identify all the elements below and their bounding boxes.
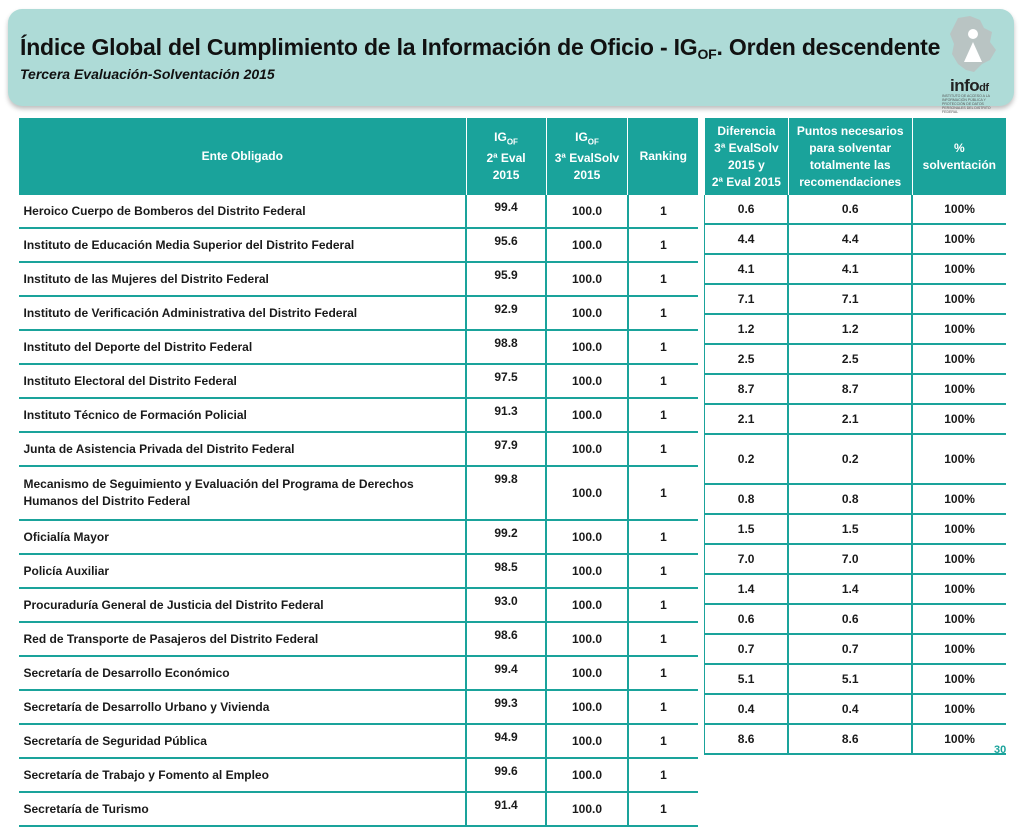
table-row <box>705 634 1007 664</box>
column-header-ig-2a-eval: $IG_{OF}$ 2ª Eval 2015 <box>466 118 546 195</box>
city-map-icon <box>940 14 1006 76</box>
cell-ig-2a-eval: 95.9 <box>466 262 546 296</box>
cell-ente: Instituto de Verificación Administrativa del Distrito Federal <box>19 296 467 330</box>
cell-puntos-necesarios: 1.5 <box>788 514 912 544</box>
cell-diferencia: 1.5 <box>705 514 789 544</box>
table-header-row <box>705 118 1007 195</box>
cell-ig-2a-eval: 97.5 <box>466 364 546 398</box>
column-header-ig-3a-evalsolv: $IG_{OF}$ 3ª EvalSolv 2015 <box>546 118 628 195</box>
table-row <box>705 374 1007 404</box>
cell-porcentaje-solventacion: 100% <box>912 224 1006 254</box>
cell-puntos-necesarios: 0.6 <box>788 195 912 224</box>
cell-ig-2a-eval: 98.5 <box>466 554 546 588</box>
cell-ranking: 1 <box>628 520 698 554</box>
cell-ranking: 1 <box>628 296 698 330</box>
cell-ig-3a-evalsolv: 100.0 <box>546 330 628 364</box>
infodf-logo <box>940 14 1006 114</box>
table-row <box>19 758 699 792</box>
table-row <box>705 195 1007 224</box>
cell-ranking: 1 <box>628 724 698 758</box>
table-header-row <box>19 118 699 195</box>
ranking-table-differences <box>704 118 1006 755</box>
cell-ranking: 1 <box>628 466 698 520</box>
cell-ig-3a-evalsolv: 100.0 <box>546 432 628 466</box>
cell-diferencia: 5.1 <box>705 664 789 694</box>
cell-ente: Secretaría de Turismo <box>19 792 467 826</box>
cell-ig-2a-eval: 99.3 <box>466 690 546 724</box>
table-row <box>705 544 1007 574</box>
cell-ente: Instituto de las Mujeres del Distrito Federal <box>19 262 467 296</box>
cell-puntos-necesarios: 5.1 <box>788 664 912 694</box>
cell-ente: Red de Transporte de Pasajeros del Distrito Federal <box>19 622 467 656</box>
cell-ranking: 1 <box>628 330 698 364</box>
cell-ente: Policía Auxiliar <box>19 554 467 588</box>
cell-ente: Junta de Asistencia Privada del Distrito Federal <box>19 432 467 466</box>
cell-diferencia: 0.6 <box>705 195 789 224</box>
table-row <box>705 484 1007 514</box>
cell-porcentaje-solventacion: 100% <box>912 634 1006 664</box>
cell-ranking: 1 <box>628 432 698 466</box>
cell-diferencia: 8.6 <box>705 724 789 754</box>
cell-ig-3a-evalsolv: 100.0 <box>546 554 628 588</box>
ranking-table-main <box>18 118 698 827</box>
table-row <box>19 262 699 296</box>
cell-diferencia: 8.7 <box>705 374 789 404</box>
table-row <box>19 724 699 758</box>
column-header-porcentaje-solventacion: % solventación <box>912 118 1006 195</box>
cell-ig-3a-evalsolv: 100.0 <box>546 466 628 520</box>
table-row <box>19 520 699 554</box>
table-row <box>705 404 1007 434</box>
cell-diferencia: 1.2 <box>705 314 789 344</box>
cell-ig-2a-eval: 97.9 <box>466 432 546 466</box>
cell-ente: Secretaría de Desarrollo Económico <box>19 656 467 690</box>
cell-ranking: 1 <box>628 195 698 228</box>
cell-puntos-necesarios: 0.6 <box>788 604 912 634</box>
cell-puntos-necesarios: 1.4 <box>788 574 912 604</box>
cell-ig-2a-eval: 95.6 <box>466 228 546 262</box>
cell-ranking: 1 <box>628 228 698 262</box>
cell-porcentaje-solventacion: 100% <box>912 574 1006 604</box>
table-row <box>19 228 699 262</box>
cell-diferencia: 1.4 <box>705 574 789 604</box>
cell-ig-3a-evalsolv: 100.0 <box>546 398 628 432</box>
cell-ranking: 1 <box>628 262 698 296</box>
column-header-ente: Ente Obligado <box>19 118 467 195</box>
table-row <box>19 656 699 690</box>
table-row <box>19 588 699 622</box>
cell-ranking: 1 <box>628 622 698 656</box>
page-subtitle: Tercera Evaluación-Solventación 2015 <box>20 66 275 82</box>
table-row <box>705 514 1007 544</box>
table-row <box>705 284 1007 314</box>
cell-puntos-necesarios: 8.6 <box>788 724 912 754</box>
cell-ig-2a-eval: 94.9 <box>466 724 546 758</box>
cell-diferencia: 0.8 <box>705 484 789 514</box>
table-row <box>705 344 1007 374</box>
cell-ranking: 1 <box>628 758 698 792</box>
cell-porcentaje-solventacion: 100% <box>912 484 1006 514</box>
cell-ente: Oficialía Mayor <box>19 520 467 554</box>
cell-ig-3a-evalsolv: 100.0 <box>546 656 628 690</box>
cell-porcentaje-solventacion: 100% <box>912 604 1006 634</box>
cell-puntos-necesarios: 7.1 <box>788 284 912 314</box>
column-header-puntos-necesarios: Puntos necesarios para solventar totalmente las recomendaciones <box>788 118 912 195</box>
table-row <box>705 254 1007 284</box>
cell-ente: Instituto Técnico de Formación Policial <box>19 398 467 432</box>
cell-ig-2a-eval: 99.2 <box>466 520 546 554</box>
cell-ig-2a-eval: 99.8 <box>466 466 546 520</box>
cell-puntos-necesarios: 0.4 <box>788 694 912 724</box>
cell-diferencia: 0.4 <box>705 694 789 724</box>
table-row <box>705 434 1007 484</box>
table-row <box>19 690 699 724</box>
cell-diferencia: 2.1 <box>705 404 789 434</box>
cell-ig-2a-eval: 93.0 <box>466 588 546 622</box>
cell-ranking: 1 <box>628 656 698 690</box>
cell-ig-3a-evalsolv: 100.0 <box>546 792 628 826</box>
cell-ig-3a-evalsolv: 100.0 <box>546 262 628 296</box>
cell-ig-2a-eval: 98.6 <box>466 622 546 656</box>
logo-wordmark: infodf <box>950 76 989 95</box>
cell-porcentaje-solventacion: 100% <box>912 664 1006 694</box>
cell-ranking: 1 <box>628 792 698 826</box>
cell-puntos-necesarios: 0.2 <box>788 434 912 484</box>
cell-porcentaje-solventacion: 100% <box>912 434 1006 484</box>
cell-ig-3a-evalsolv: 100.0 <box>546 364 628 398</box>
cell-ig-3a-evalsolv: 100.0 <box>546 195 628 228</box>
cell-ig-3a-evalsolv: 100.0 <box>546 690 628 724</box>
cell-porcentaje-solventacion: 100% <box>912 544 1006 574</box>
table-row <box>19 398 699 432</box>
cell-ente: Instituto del Deporte del Distrito Federal <box>19 330 467 364</box>
table-row <box>19 364 699 398</box>
column-header-diferencia: Diferencia 3ª EvalSolv 2015 y 2ª Eval 2015 <box>705 118 789 195</box>
cell-diferencia: 2.5 <box>705 344 789 374</box>
cell-diferencia: 0.2 <box>705 434 789 484</box>
cell-puntos-necesarios: 1.2 <box>788 314 912 344</box>
table-row <box>705 664 1007 694</box>
cell-ig-3a-evalsolv: 100.0 <box>546 520 628 554</box>
cell-ig-3a-evalsolv: 100.0 <box>546 588 628 622</box>
cell-ig-2a-eval: 99.6 <box>466 758 546 792</box>
cell-porcentaje-solventacion: 100% <box>912 724 1006 754</box>
cell-ig-3a-evalsolv: 100.0 <box>546 296 628 330</box>
cell-ente: Secretaría de Desarrollo Urbano y Vivienda <box>19 690 467 724</box>
cell-ente: Secretaría de Trabajo y Fomento al Empleo <box>19 758 467 792</box>
cell-ig-2a-eval: 91.4 <box>466 792 546 826</box>
cell-puntos-necesarios: 8.7 <box>788 374 912 404</box>
logo-caption: INSTITUTO DE ACCESO A LA INFORMACIÓN PÚBLICA Y PROTECCIÓN DE DATOS PERSONALES DEL DISTRITO FEDERAL <box>942 94 991 114</box>
cell-ig-3a-evalsolv: 100.0 <box>546 758 628 792</box>
cell-diferencia: 4.4 <box>705 224 789 254</box>
cell-ranking: 1 <box>628 554 698 588</box>
cell-ente: Heroico Cuerpo de Bomberos del Distrito Federal <box>19 195 467 228</box>
cell-puntos-necesarios: 4.1 <box>788 254 912 284</box>
cell-ig-2a-eval: 92.9 <box>466 296 546 330</box>
table-row <box>19 554 699 588</box>
cell-diferencia: 0.6 <box>705 604 789 634</box>
table-row <box>19 466 699 520</box>
cell-ente: Mecanismo de Seguimiento y Evaluación del Programa de Derechos Humanos del Distrito Federal <box>19 466 467 520</box>
cell-ente: Instituto Electoral del Distrito Federal <box>19 364 467 398</box>
table-row <box>19 622 699 656</box>
table-row <box>705 574 1007 604</box>
table-row <box>19 195 699 228</box>
cell-ranking: 1 <box>628 588 698 622</box>
cell-ente: Secretaría de Seguridad Pública <box>19 724 467 758</box>
cell-puntos-necesarios: 2.1 <box>788 404 912 434</box>
cell-porcentaje-solventacion: 100% <box>912 284 1006 314</box>
cell-ig-3a-evalsolv: 100.0 <box>546 622 628 656</box>
cell-porcentaje-solventacion: 100% <box>912 514 1006 544</box>
cell-ig-2a-eval: 99.4 <box>466 656 546 690</box>
cell-diferencia: 7.1 <box>705 284 789 314</box>
cell-porcentaje-solventacion: 100% <box>912 694 1006 724</box>
cell-puntos-necesarios: 7.0 <box>788 544 912 574</box>
cell-ig-2a-eval: 91.3 <box>466 398 546 432</box>
cell-porcentaje-solventacion: 100% <box>912 404 1006 434</box>
cell-porcentaje-solventacion: 100% <box>912 314 1006 344</box>
table-row <box>705 604 1007 634</box>
cell-diferencia: 7.0 <box>705 544 789 574</box>
page-title: Índice Global del Cumplimiento de la Información de Oficio - $IG_{OF}$. Orden descendente <box>20 34 941 62</box>
cell-porcentaje-solventacion: 100% <box>912 374 1006 404</box>
cell-ranking: 1 <box>628 690 698 724</box>
cell-ranking: 1 <box>628 398 698 432</box>
cell-puntos-necesarios: 2.5 <box>788 344 912 374</box>
cell-diferencia: 0.7 <box>705 634 789 664</box>
cell-ente: Procuraduría General de Justicia del Distrito Federal <box>19 588 467 622</box>
cell-ranking: 1 <box>628 364 698 398</box>
table-row <box>19 432 699 466</box>
cell-puntos-necesarios: 0.7 <box>788 634 912 664</box>
cell-ig-2a-eval: 98.8 <box>466 330 546 364</box>
table-row <box>705 224 1007 254</box>
cell-porcentaje-solventacion: 100% <box>912 254 1006 284</box>
page-number: 30 <box>994 744 1007 756</box>
table-row <box>705 314 1007 344</box>
table-row <box>705 724 1007 754</box>
table-row <box>19 296 699 330</box>
cell-porcentaje-solventacion: 100% <box>912 195 1006 224</box>
cell-porcentaje-solventacion: 100% <box>912 344 1006 374</box>
cell-puntos-necesarios: 0.8 <box>788 484 912 514</box>
cell-ig-2a-eval: 99.4 <box>466 195 546 228</box>
cell-ente: Instituto de Educación Media Superior del Distrito Federal <box>19 228 467 262</box>
cell-diferencia: 4.1 <box>705 254 789 284</box>
table-row <box>19 330 699 364</box>
cell-ig-3a-evalsolv: 100.0 <box>546 228 628 262</box>
table-row <box>19 792 699 826</box>
table-row <box>705 694 1007 724</box>
column-header-ranking: Ranking <box>628 118 698 195</box>
cell-ig-3a-evalsolv: 100.0 <box>546 724 628 758</box>
cell-puntos-necesarios: 4.4 <box>788 224 912 254</box>
